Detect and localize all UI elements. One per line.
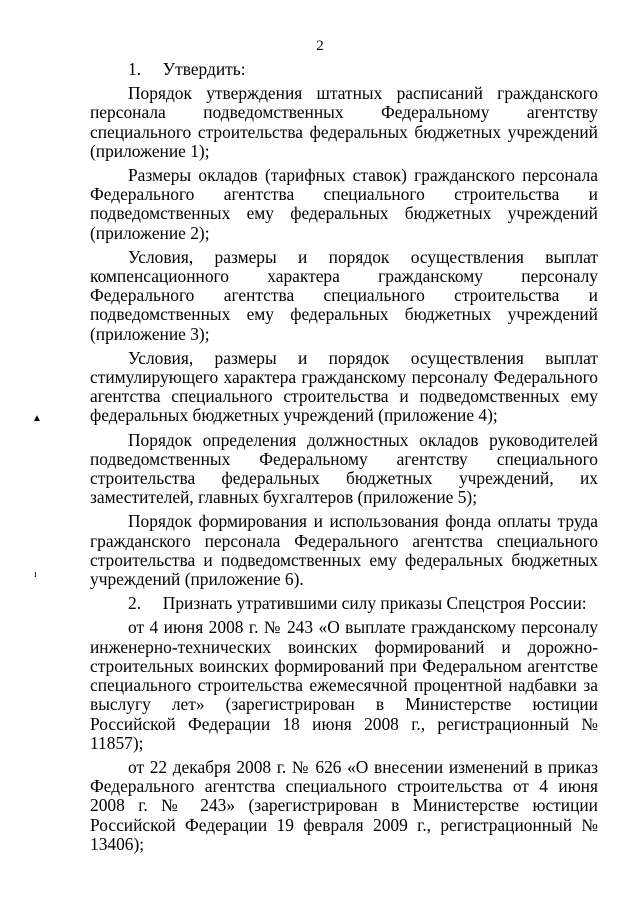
item-2-number: 2.	[128, 593, 142, 614]
paragraph: Условия, размеры и порядок осуществления выплат компенсационного характера гражданскому персоналу Федерального агентства специального строительства и подведомственных ему федеральных бюджетных учреждений (приложение 3);	[90, 246, 598, 344]
paragraph: Размеры окладов (тарифных ставок) гражданского персонала Федерального агентства специального строительства и подведомственных ему федеральных бюджетных учреждений (приложение 2);	[90, 165, 598, 243]
paragraph: Порядок определения должностных окладов руководителей подведомственных Федеральному агентству специального строительства федеральных бюджетных учреждений, их заместителей, главных бухгалтеров (приложение 5);	[90, 429, 598, 508]
item-1-number: 1.	[128, 59, 142, 79]
paragraph: от 22 декабря 2008 г. № 626 «О внесении изменений в приказ Федерального агентства специального строительства от 4 июня 2008 г. № 243» (зарегистрирован в Министерстве юстиции Российской Федерации 19 февраля 2009 г., регистрационный № 13406);	[90, 756, 598, 854]
item-1-heading	[90, 60, 598, 79]
page-number: 2	[316, 38, 324, 54]
item-2-title: Признать утратившими силу приказы Спецстроя России:	[162, 593, 587, 614]
item-1-title: Утвердить:	[162, 59, 246, 79]
scan-mark: ı	[34, 569, 37, 580]
document-body	[90, 60, 598, 854]
scan-mark: ▲	[32, 413, 42, 424]
paragraph: Порядок формирования и использования фонда оплаты труда гражданского персонала Федерального агентства специального строительства и подведомственных ему федеральных бюджетных учреждений (приложение 6).	[90, 511, 598, 590]
paragraph: Условия, размеры и порядок осуществления выплат стимулирующего характера гражданскому персоналу Федерального агентства специального строительства и подведомственных ему федеральных бюджетных учреждений (приложение 4);	[90, 347, 598, 426]
paragraph: Порядок утверждения штатных расписаний гражданского персонала подведомственных Федеральному агентству специального строительства федеральных бюджетных учреждений (приложение 1);	[90, 83, 598, 161]
item-2-heading	[90, 594, 598, 613]
paragraph: от 4 июня 2008 г. № 243 «О выплате гражданскому персоналу инженерно-технических воинских формирований и дорожно-строительных воинских формирований при Федеральном агентстве специального строительства ежемесячной процентной надбавки за выслугу лет» (зарегистрирован в Министерстве юстиции Российской Федерации 18 июня 2008 г., регистрационный № 11857);	[90, 617, 598, 753]
